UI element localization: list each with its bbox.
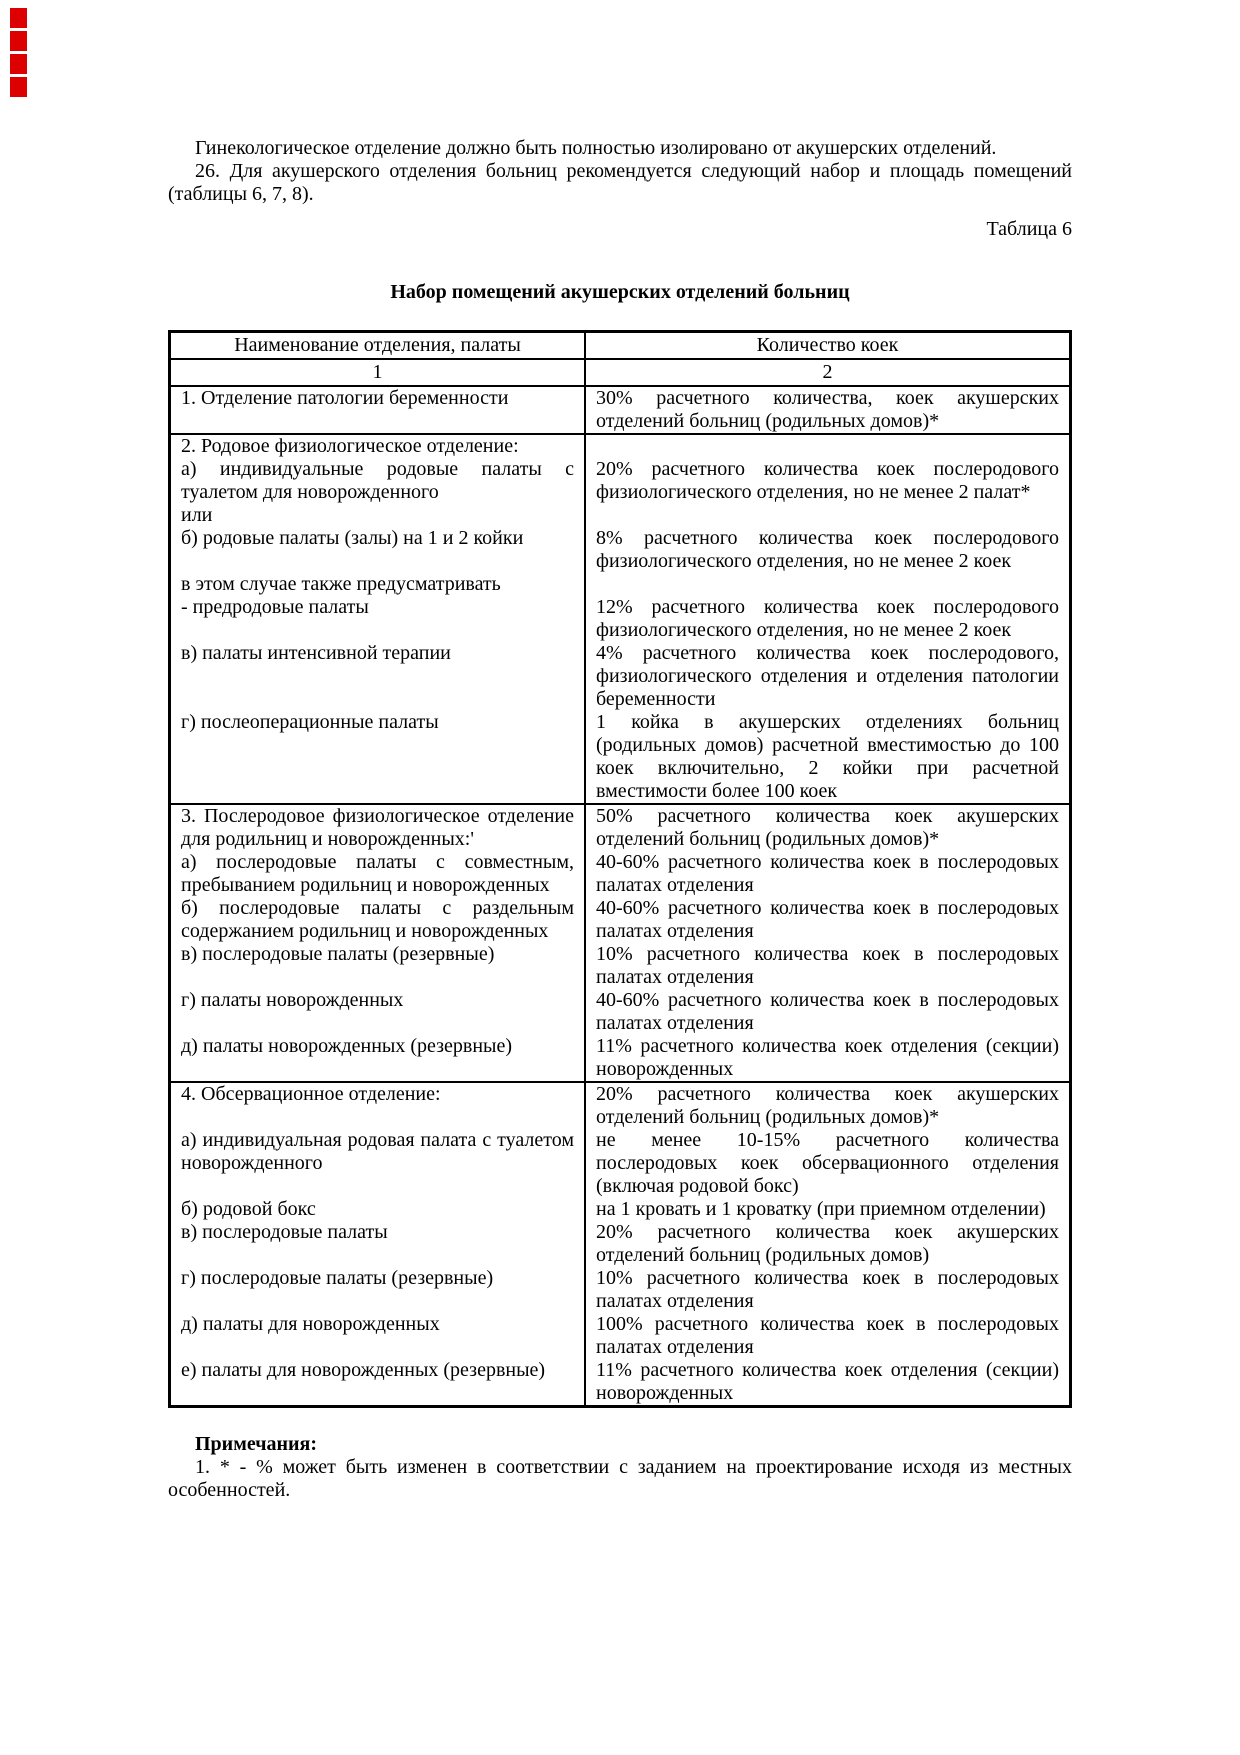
notes-heading: Примечания: (195, 1433, 318, 1455)
left-cell-text: в) палаты интенсивной терапии (181, 642, 451, 664)
left-cell-text: или (181, 504, 213, 526)
left-cell-text: д) палаты новорожденных (резервные) (181, 1035, 513, 1057)
intro-paragraph-2: 26. Для акушерского отделения больниц рекомендуется следующий набор и площадь помещений (таблицы 6, 7, 8). (168, 160, 1072, 205)
left-cell-text: в этом случае также предусматривать (181, 573, 501, 595)
right-cell-text: 1 койка в акушерских отделениях больниц (родильных домов) расчетной вместимостью до 100 коек включительно, 2 койки при расчетной вместимости более 100 коек (596, 711, 1059, 802)
left-cell-text: - предродовые палаты (181, 596, 369, 618)
cell-right (586, 1198, 1069, 1221)
cell-right (586, 387, 1069, 433)
cell-left (171, 527, 586, 573)
cell-right (586, 573, 1069, 596)
right-cell-text: 10% расчетного количества коек в послеродовых палатах отделения (596, 1267, 1059, 1312)
right-cell-text: не менее 10-15% расчетного количества послеродовых коек обсервационного отделения (включая родовой бокс) (596, 1129, 1059, 1197)
cell-right (586, 504, 1069, 527)
right-cell-text: 20% расчетного количества коек послеродового физиологического отделения, но не менее 2 палат* (596, 458, 1059, 503)
cell-left (171, 943, 586, 989)
cell-right (586, 805, 1069, 851)
right-cell-text: 30% расчетного количества, коек акушерских отделений больниц (родильных домов)* (596, 387, 1059, 432)
right-cell-text: 20% расчетного количества коек акушерских отделений больниц (родильных домов)* (596, 1083, 1059, 1128)
table-row (171, 387, 1069, 435)
cell-left (171, 435, 586, 458)
cell-right (586, 1313, 1069, 1359)
left-cell-text: б) родовые палаты (залы) на 1 и 2 койки (181, 527, 524, 549)
cell-left (171, 1035, 586, 1081)
cell-left (171, 989, 586, 1035)
column-header-name: Наименование отделения, палаты (171, 333, 586, 358)
red-artifact-marks (10, 8, 28, 100)
right-cell-text: 11% расчетного количества коек отделения (секции) новорожденных (596, 1035, 1059, 1080)
intro-paragraph-1: Гинекологическое отделение должно быть полностью изолировано от акушерских отделений. (195, 137, 997, 159)
cell-left (171, 458, 586, 504)
right-cell-text: 4% расчетного количества коек послеродового, физиологического отделения и отделения патологии беременности (596, 642, 1059, 710)
right-cell-text: 50% расчетного количества коек акушерских отделений больниц (родильных домов)* (596, 805, 1059, 850)
cell-right (586, 596, 1069, 642)
left-cell-text: г) послеродовые палаты (резервные) (181, 1267, 494, 1289)
cell-right (586, 1221, 1069, 1267)
cell-left (171, 1221, 586, 1267)
table-column-number-row (171, 360, 1069, 387)
right-cell-text: 8% расчетного количества коек послеродового физиологического отделения, но не менее 2 коек (596, 527, 1059, 572)
cell-right (586, 642, 1069, 711)
left-cell-text: д) палаты для новорожденных (181, 1313, 440, 1335)
left-cell-text: 2. Родовое физиологическое отделение: (181, 435, 519, 457)
left-cell-text: в) послеродовые палаты (181, 1221, 388, 1243)
right-cell-text: 20% расчетного количества коек акушерских отделений больниц (родильных домов) (596, 1221, 1059, 1266)
cell-left (171, 805, 586, 851)
left-cell-text: в) послеродовые палаты (резервные) (181, 943, 495, 965)
table-body (171, 387, 1069, 1405)
cell-left (171, 387, 586, 433)
cell-right (586, 897, 1069, 943)
cell-right (586, 1035, 1069, 1081)
cell-right (586, 711, 1069, 803)
left-cell-text: г) палаты новорожденных (181, 989, 404, 1011)
cell-right (586, 943, 1069, 989)
right-cell-text: 40-60% расчетного количества коек в послеродовых палатах отделения (596, 989, 1059, 1034)
cell-right (586, 1267, 1069, 1313)
left-cell-text: г) послеоперационные палаты (181, 711, 439, 733)
cell-left (171, 1359, 586, 1405)
right-cell-text: 10% расчетного количества коек в послеродовых палатах отделения (596, 943, 1059, 988)
table-title: Набор помещений акушерских отделений больниц (390, 281, 850, 303)
right-cell-text: 11% расчетного количества коек отделения (секции) новорожденных (596, 1359, 1059, 1404)
left-cell-text: 3. Послеродовое физиологическое отделение для родильниц и новорожденных:' (181, 805, 574, 850)
column-number-2: 2 (822, 361, 833, 383)
cell-left (171, 596, 586, 642)
cell-left (171, 1129, 586, 1198)
cell-right (586, 1359, 1069, 1405)
left-cell-text: б) послеродовые палаты с раздельным содержанием родильниц и новорожденных (181, 897, 574, 942)
table-row (171, 1083, 1069, 1405)
note-item: 1. * - % может быть изменен в соответствии с заданием на проектирование исходя из местных особенностей. (168, 1456, 1072, 1501)
cell-right (586, 435, 1069, 458)
cell-left (171, 1313, 586, 1359)
column-number-1: 1 (171, 360, 586, 385)
column-header-count: Количество коек (756, 334, 899, 356)
cell-left (171, 1267, 586, 1313)
document-content (168, 137, 1072, 1502)
cell-right (586, 527, 1069, 573)
red-artifact-bar (10, 8, 27, 28)
right-cell-text: 100% расчетного количества коек в послеродовых палатах отделения (596, 1313, 1059, 1358)
left-cell-text: а) индивидуальные родовые палаты с туалетом для новорожденного (181, 458, 574, 503)
table-header-row (171, 333, 1069, 360)
table-row (171, 805, 1069, 1083)
table-row (171, 435, 1069, 805)
cell-right (586, 989, 1069, 1035)
table-reference-label: Таблица 6 (986, 218, 1072, 240)
left-cell-text: 1. Отделение патологии беременности (181, 387, 509, 409)
left-cell-text: б) родовой бокс (181, 1198, 316, 1220)
rooms-table (168, 330, 1072, 1408)
cell-left (171, 711, 586, 803)
left-cell-text: е) палаты для новорожденных (резервные) (181, 1359, 546, 1381)
right-cell-text: 40-60% расчетного количества коек в послеродовых палатах отделения (596, 851, 1059, 896)
cell-right (586, 458, 1069, 504)
cell-left (171, 851, 586, 897)
red-artifact-bar (10, 77, 27, 97)
notes-section (168, 1433, 1072, 1502)
left-cell-text: 4. Обсервационное отделение: (181, 1083, 441, 1105)
red-artifact-bar (10, 31, 27, 51)
cell-left (171, 1198, 586, 1221)
right-cell-text: 12% расчетного количества коек послеродового физиологического отделения, но не менее 2 коек (596, 596, 1059, 641)
cell-right (586, 1083, 1069, 1129)
cell-left (171, 573, 586, 596)
cell-right (586, 1129, 1069, 1198)
right-cell-text: 40-60% расчетного количества коек в послеродовых палатах отделения (596, 897, 1059, 942)
left-cell-text: а) индивидуальная родовая палата с туалетом новорожденного (181, 1129, 574, 1174)
cell-right (586, 851, 1069, 897)
cell-left (171, 642, 586, 711)
right-cell-text: на 1 кровать и 1 кроватку (при приемном отделении) (596, 1198, 1046, 1220)
cell-left (171, 897, 586, 943)
cell-left (171, 504, 586, 527)
cell-left (171, 1083, 586, 1129)
left-cell-text: а) послеродовые палаты с совместным, пребыванием родильниц и новорожденных (181, 851, 574, 896)
red-artifact-bar (10, 54, 27, 74)
